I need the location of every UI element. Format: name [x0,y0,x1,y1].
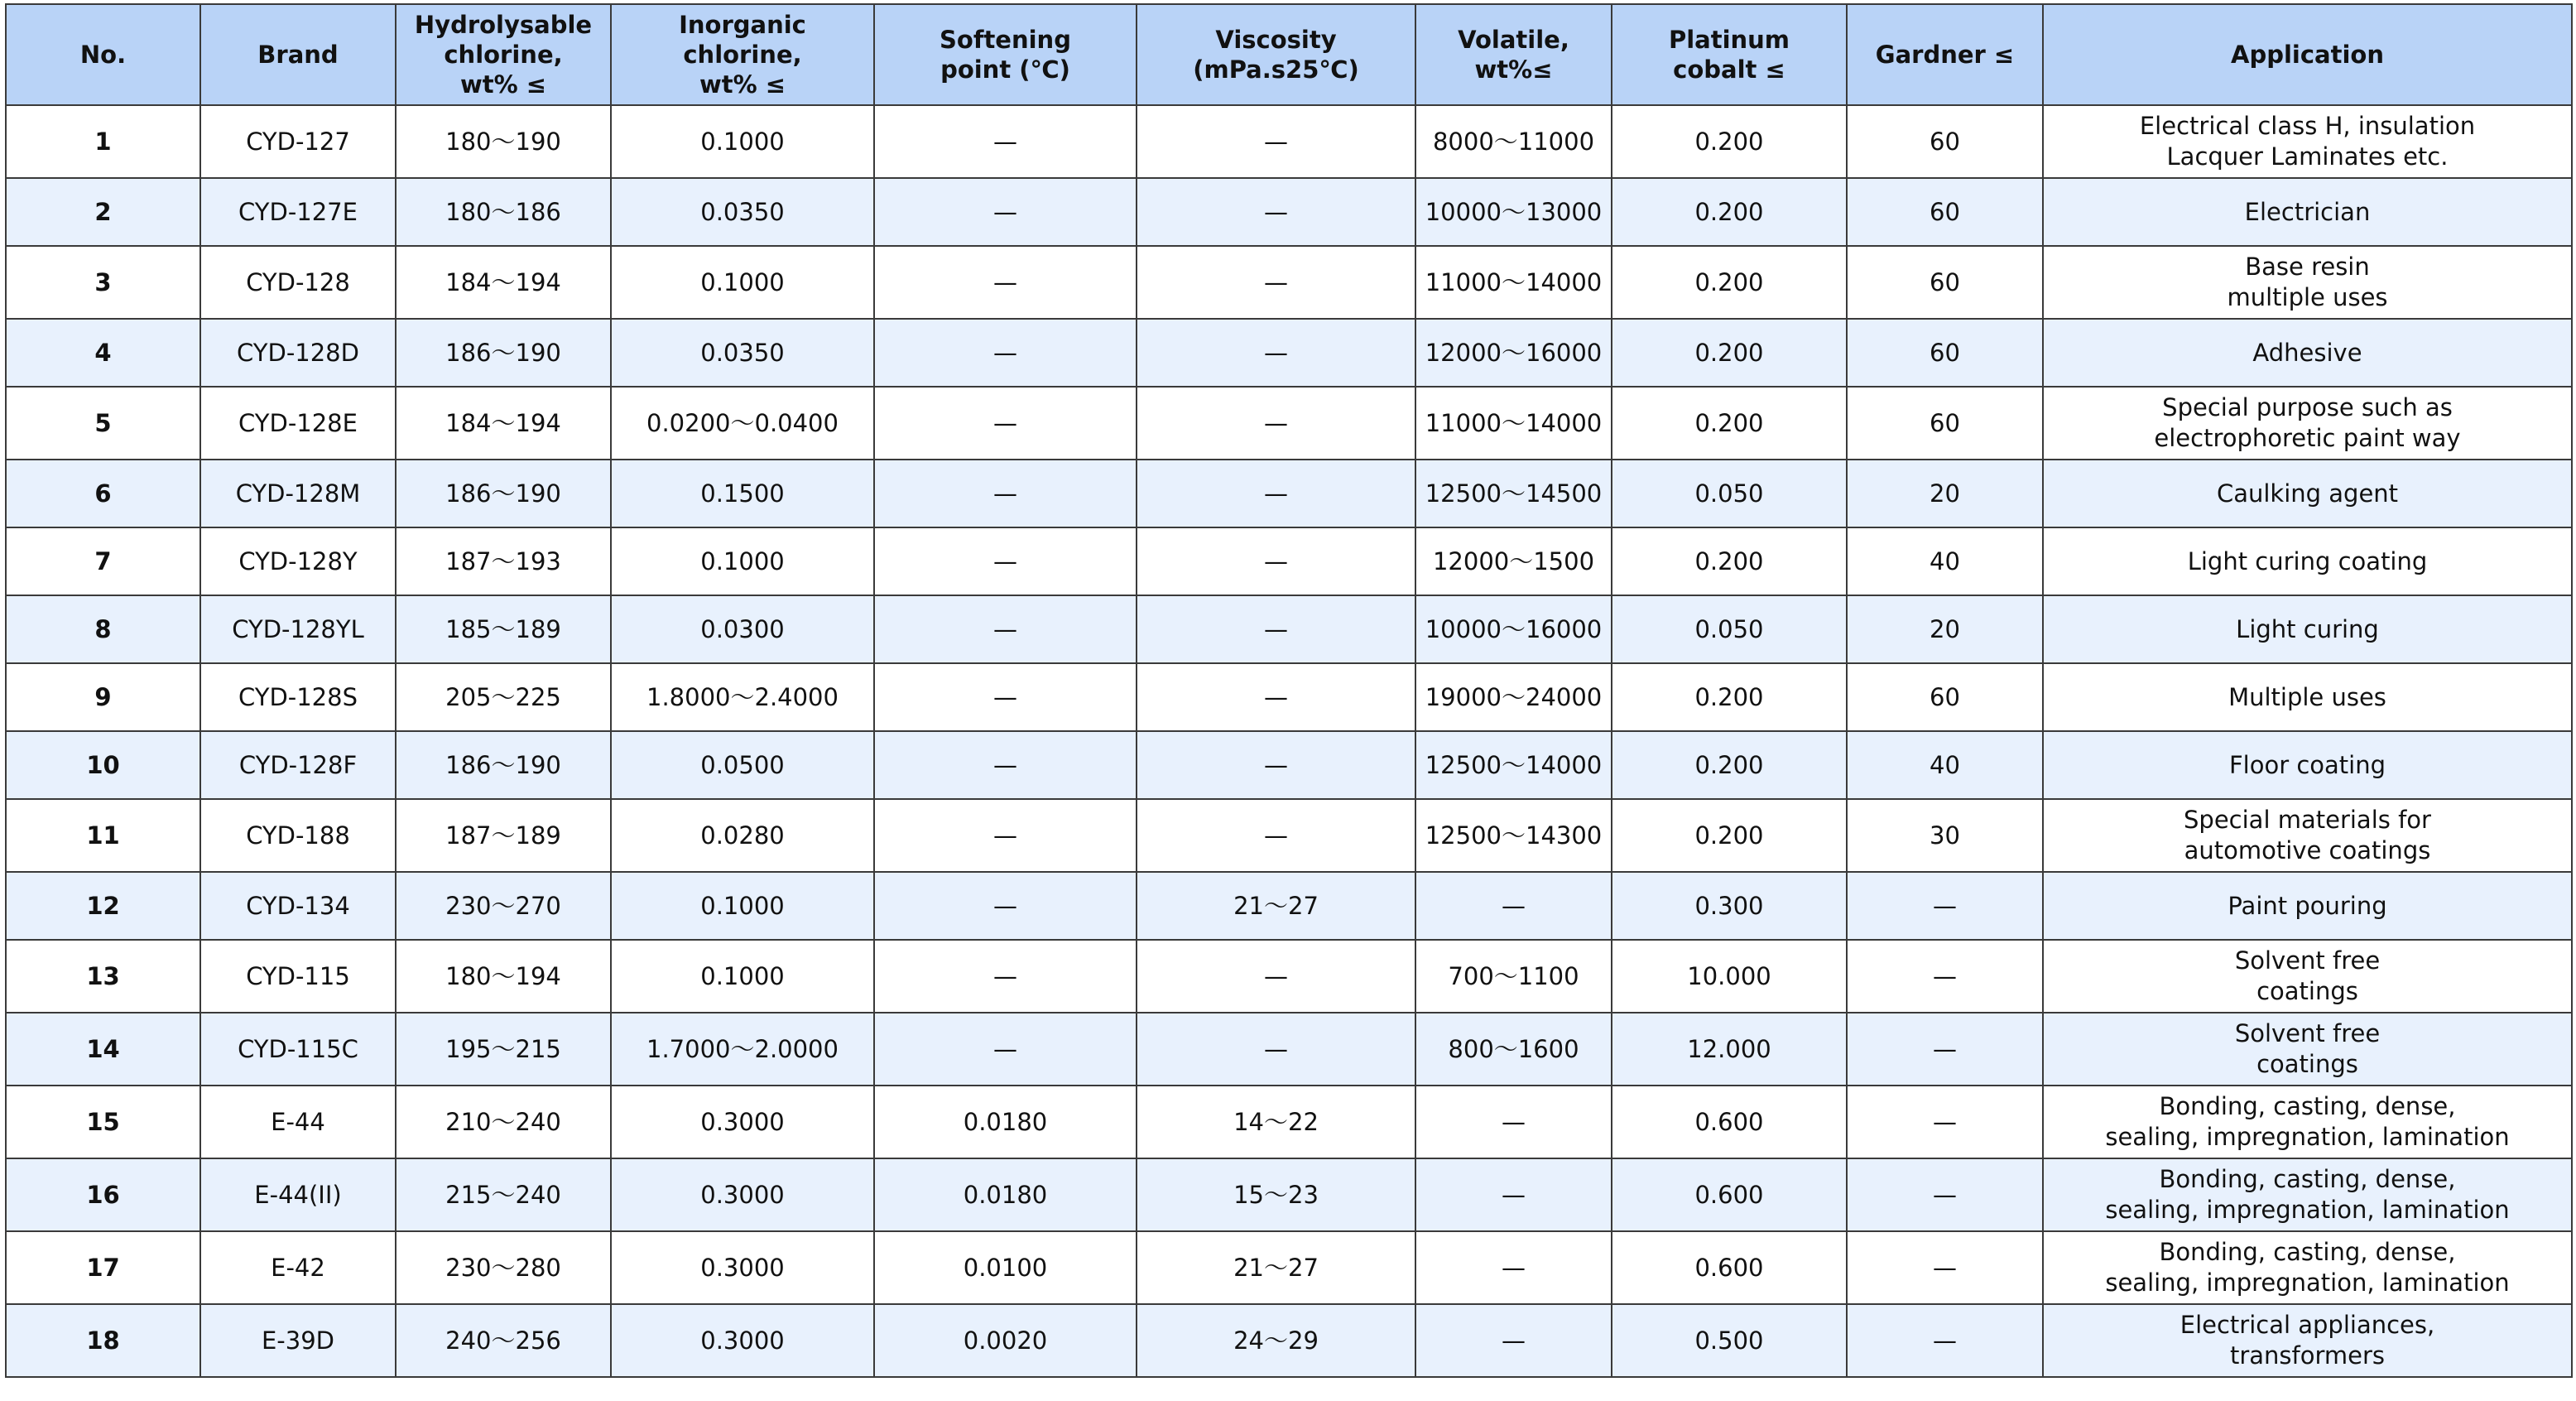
cell-volatile: 11000～14000 [1415,246,1612,319]
table-row [6,1158,2572,1231]
cell-softening-point: — [874,319,1137,387]
cell-platinum-cobalt: 0.200 [1612,731,1847,799]
cell-application: Multiple uses [2043,663,2572,731]
cell-inorganic-chlorine: 0.0280 [611,799,874,872]
cell-gardner: — [1847,872,2043,940]
cell-volatile: 12500～14300 [1415,799,1612,872]
cell-softening-point: — [874,872,1137,940]
cell-viscosity: — [1137,460,1415,527]
cell-viscosity: 15～23 [1137,1158,1415,1231]
table-wrapper [5,3,2571,1378]
cell-viscosity: — [1137,799,1415,872]
cell-application: Special materials for automotive coatings [2043,799,2572,872]
cell-volatile: 12500～14500 [1415,460,1612,527]
cell-volatile: 10000～16000 [1415,595,1612,663]
cell-hydrolysable-chlorine: 187～193 [396,527,611,595]
cell-gardner: — [1847,1013,2043,1086]
header-no: No. [6,4,200,105]
header-gardner: Gardner ≤ [1847,4,2043,105]
cell-softening-point: — [874,595,1137,663]
cell-no: 16 [6,1158,200,1231]
cell-gardner: 60 [1847,319,2043,387]
cell-inorganic-chlorine: 0.0350 [611,319,874,387]
cell-platinum-cobalt: 0.200 [1612,387,1847,460]
cell-platinum-cobalt: 0.600 [1612,1086,1847,1158]
cell-no: 10 [6,731,200,799]
cell-inorganic-chlorine: 0.1000 [611,872,874,940]
table-row [6,1013,2572,1086]
cell-softening-point: 0.0020 [874,1304,1137,1377]
header-viscosity: Viscosity (mPa.s25℃) [1137,4,1415,105]
cell-volatile: — [1415,872,1612,940]
cell-brand: CYD-188 [200,799,396,872]
cell-brand: CYD-128D [200,319,396,387]
cell-softening-point: 0.0180 [874,1086,1137,1158]
cell-application: Solvent free coatings [2043,1013,2572,1086]
cell-gardner: 60 [1847,246,2043,319]
header-hydrolysable-chlorine: Hydrolysable chlorine, wt% ≤ [396,4,611,105]
cell-brand: CYD-128S [200,663,396,731]
cell-platinum-cobalt: 0.050 [1612,460,1847,527]
table-row [6,246,2572,319]
cell-hydrolysable-chlorine: 180～194 [396,940,611,1013]
cell-application: Floor coating [2043,731,2572,799]
cell-hydrolysable-chlorine: 186～190 [396,460,611,527]
cell-no: 9 [6,663,200,731]
header-brand: Brand [200,4,396,105]
cell-viscosity: — [1137,105,1415,178]
cell-viscosity: — [1137,319,1415,387]
cell-hydrolysable-chlorine: 180～186 [396,178,611,246]
cell-application: Bonding, casting, dense, sealing, impregnation, lamination [2043,1086,2572,1158]
table-row [6,1304,2572,1377]
cell-volatile: — [1415,1158,1612,1231]
header-softening-point: Softening point (℃) [874,4,1137,105]
cell-brand: CYD-115C [200,1013,396,1086]
cell-brand: CYD-128F [200,731,396,799]
cell-application: Light curing [2043,595,2572,663]
table-row [6,1231,2572,1304]
cell-application: Base resin multiple uses [2043,246,2572,319]
table-row [6,595,2572,663]
header-application: Application [2043,4,2572,105]
cell-viscosity: — [1137,940,1415,1013]
cell-inorganic-chlorine: 0.3000 [611,1158,874,1231]
cell-viscosity: 21～27 [1137,872,1415,940]
cell-no: 3 [6,246,200,319]
cell-gardner: 30 [1847,799,2043,872]
cell-hydrolysable-chlorine: 230～280 [396,1231,611,1304]
cell-softening-point: — [874,105,1137,178]
cell-no: 2 [6,178,200,246]
cell-brand: CYD-128 [200,246,396,319]
cell-brand: CYD-128E [200,387,396,460]
table-row [6,872,2572,940]
cell-application: Adhesive [2043,319,2572,387]
cell-volatile: 700～1100 [1415,940,1612,1013]
cell-application: Light curing coating [2043,527,2572,595]
cell-hydrolysable-chlorine: 180～190 [396,105,611,178]
cell-hydrolysable-chlorine: 215～240 [396,1158,611,1231]
cell-volatile: 8000～11000 [1415,105,1612,178]
cell-brand: CYD-127 [200,105,396,178]
cell-hydrolysable-chlorine: 185～189 [396,595,611,663]
cell-viscosity: — [1137,387,1415,460]
cell-softening-point: 0.0100 [874,1231,1137,1304]
cell-gardner: — [1847,1231,2043,1304]
cell-platinum-cobalt: 0.300 [1612,872,1847,940]
cell-brand: CYD-128Y [200,527,396,595]
cell-no: 17 [6,1231,200,1304]
cell-viscosity: — [1137,178,1415,246]
cell-brand: E-39D [200,1304,396,1377]
cell-viscosity: — [1137,246,1415,319]
cell-application: Solvent free coatings [2043,940,2572,1013]
header-inorganic-chlorine: Inorganic chlorine, wt% ≤ [611,4,874,105]
cell-viscosity: — [1137,595,1415,663]
table-row [6,1086,2572,1158]
cell-inorganic-chlorine: 0.0200～0.0400 [611,387,874,460]
table-row [6,799,2572,872]
cell-viscosity: — [1137,1013,1415,1086]
cell-platinum-cobalt: 0.500 [1612,1304,1847,1377]
table-row [6,663,2572,731]
table-body [6,105,2572,1377]
cell-no: 8 [6,595,200,663]
cell-platinum-cobalt: 12.000 [1612,1013,1847,1086]
cell-no: 7 [6,527,200,595]
cell-inorganic-chlorine: 0.1000 [611,105,874,178]
cell-inorganic-chlorine: 0.1500 [611,460,874,527]
cell-brand: CYD-127E [200,178,396,246]
cell-softening-point: — [874,527,1137,595]
cell-hydrolysable-chlorine: 186～190 [396,731,611,799]
cell-volatile: — [1415,1086,1612,1158]
cell-viscosity: 24～29 [1137,1304,1415,1377]
table-row [6,731,2572,799]
cell-brand: CYD-115 [200,940,396,1013]
cell-brand: CYD-128M [200,460,396,527]
cell-gardner: — [1847,1158,2043,1231]
table-row [6,527,2572,595]
cell-gardner: 60 [1847,387,2043,460]
cell-platinum-cobalt: 0.600 [1612,1158,1847,1231]
cell-inorganic-chlorine: 0.0350 [611,178,874,246]
cell-no: 15 [6,1086,200,1158]
cell-no: 11 [6,799,200,872]
cell-no: 18 [6,1304,200,1377]
cell-hydrolysable-chlorine: 184～194 [396,246,611,319]
cell-brand: CYD-128YL [200,595,396,663]
cell-volatile: — [1415,1231,1612,1304]
cell-inorganic-chlorine: 0.0500 [611,731,874,799]
cell-hydrolysable-chlorine: 240～256 [396,1304,611,1377]
cell-viscosity: 21～27 [1137,1231,1415,1304]
cell-platinum-cobalt: 0.200 [1612,319,1847,387]
cell-platinum-cobalt: 10.000 [1612,940,1847,1013]
cell-hydrolysable-chlorine: 230～270 [396,872,611,940]
cell-viscosity: — [1137,731,1415,799]
cell-viscosity: 14～22 [1137,1086,1415,1158]
cell-hydrolysable-chlorine: 184～194 [396,387,611,460]
cell-no: 4 [6,319,200,387]
cell-inorganic-chlorine: 0.0300 [611,595,874,663]
cell-gardner: 60 [1847,178,2043,246]
header-volatile: Volatile, wt%≤ [1415,4,1612,105]
cell-softening-point: 0.0180 [874,1158,1137,1231]
cell-platinum-cobalt: 0.050 [1612,595,1847,663]
table-row [6,319,2572,387]
cell-no: 5 [6,387,200,460]
table-row [6,387,2572,460]
cell-inorganic-chlorine: 0.1000 [611,246,874,319]
cell-inorganic-chlorine: 0.1000 [611,527,874,595]
cell-application: Special purpose such as electrophoretic paint way [2043,387,2572,460]
cell-platinum-cobalt: 0.200 [1612,178,1847,246]
cell-hydrolysable-chlorine: 210～240 [396,1086,611,1158]
cell-volatile: 12500～14000 [1415,731,1612,799]
cell-volatile: 12000～1500 [1415,527,1612,595]
cell-viscosity: — [1137,527,1415,595]
cell-no: 13 [6,940,200,1013]
cell-no: 1 [6,105,200,178]
cell-volatile: 19000～24000 [1415,663,1612,731]
cell-hydrolysable-chlorine: 186～190 [396,319,611,387]
cell-brand: E-42 [200,1231,396,1304]
cell-no: 14 [6,1013,200,1086]
cell-gardner: 60 [1847,663,2043,731]
cell-inorganic-chlorine: 0.1000 [611,940,874,1013]
cell-inorganic-chlorine: 1.8000～2.4000 [611,663,874,731]
cell-softening-point: — [874,940,1137,1013]
header-platinum-cobalt: Platinum cobalt ≤ [1612,4,1847,105]
cell-platinum-cobalt: 0.200 [1612,105,1847,178]
cell-application: Electrical appliances, transformers [2043,1304,2572,1377]
cell-gardner: 20 [1847,460,2043,527]
cell-application: Electrician [2043,178,2572,246]
cell-softening-point: — [874,799,1137,872]
product-spec-table [5,3,2573,1378]
cell-softening-point: — [874,387,1137,460]
table-row [6,105,2572,178]
cell-volatile: 800～1600 [1415,1013,1612,1086]
cell-softening-point: — [874,460,1137,527]
cell-hydrolysable-chlorine: 195～215 [396,1013,611,1086]
cell-platinum-cobalt: 0.200 [1612,246,1847,319]
cell-brand: CYD-134 [200,872,396,940]
cell-brand: E-44 [200,1086,396,1158]
cell-gardner: — [1847,1086,2043,1158]
cell-viscosity: — [1137,663,1415,731]
cell-gardner: — [1847,940,2043,1013]
table-row [6,178,2572,246]
cell-softening-point: — [874,246,1137,319]
cell-application: Caulking agent [2043,460,2572,527]
table-row [6,460,2572,527]
cell-platinum-cobalt: 0.200 [1612,799,1847,872]
cell-application: Paint pouring [2043,872,2572,940]
cell-platinum-cobalt: 0.600 [1612,1231,1847,1304]
cell-softening-point: — [874,178,1137,246]
cell-gardner: 40 [1847,731,2043,799]
cell-no: 6 [6,460,200,527]
cell-inorganic-chlorine: 0.3000 [611,1304,874,1377]
cell-inorganic-chlorine: 0.3000 [611,1086,874,1158]
cell-hydrolysable-chlorine: 187～189 [396,799,611,872]
cell-application: Bonding, casting, dense, sealing, impregnation, lamination [2043,1231,2572,1304]
cell-no: 12 [6,872,200,940]
cell-volatile: — [1415,1304,1612,1377]
cell-application: Electrical class H, insulation Lacquer Laminates etc. [2043,105,2572,178]
cell-gardner: — [1847,1304,2043,1377]
cell-volatile: 11000～14000 [1415,387,1612,460]
header-row [6,4,2572,105]
cell-inorganic-chlorine: 1.7000～2.0000 [611,1013,874,1086]
cell-softening-point: — [874,1013,1137,1086]
cell-brand: E-44(II) [200,1158,396,1231]
cell-gardner: 60 [1847,105,2043,178]
cell-gardner: 20 [1847,595,2043,663]
cell-platinum-cobalt: 0.200 [1612,527,1847,595]
cell-volatile: 12000～16000 [1415,319,1612,387]
cell-softening-point: — [874,663,1137,731]
cell-inorganic-chlorine: 0.3000 [611,1231,874,1304]
cell-softening-point: — [874,731,1137,799]
cell-volatile: 10000～13000 [1415,178,1612,246]
cell-hydrolysable-chlorine: 205～225 [396,663,611,731]
cell-platinum-cobalt: 0.200 [1612,663,1847,731]
table-row [6,940,2572,1013]
cell-gardner: 40 [1847,527,2043,595]
cell-application: Bonding, casting, dense, sealing, impregnation, lamination [2043,1158,2572,1231]
